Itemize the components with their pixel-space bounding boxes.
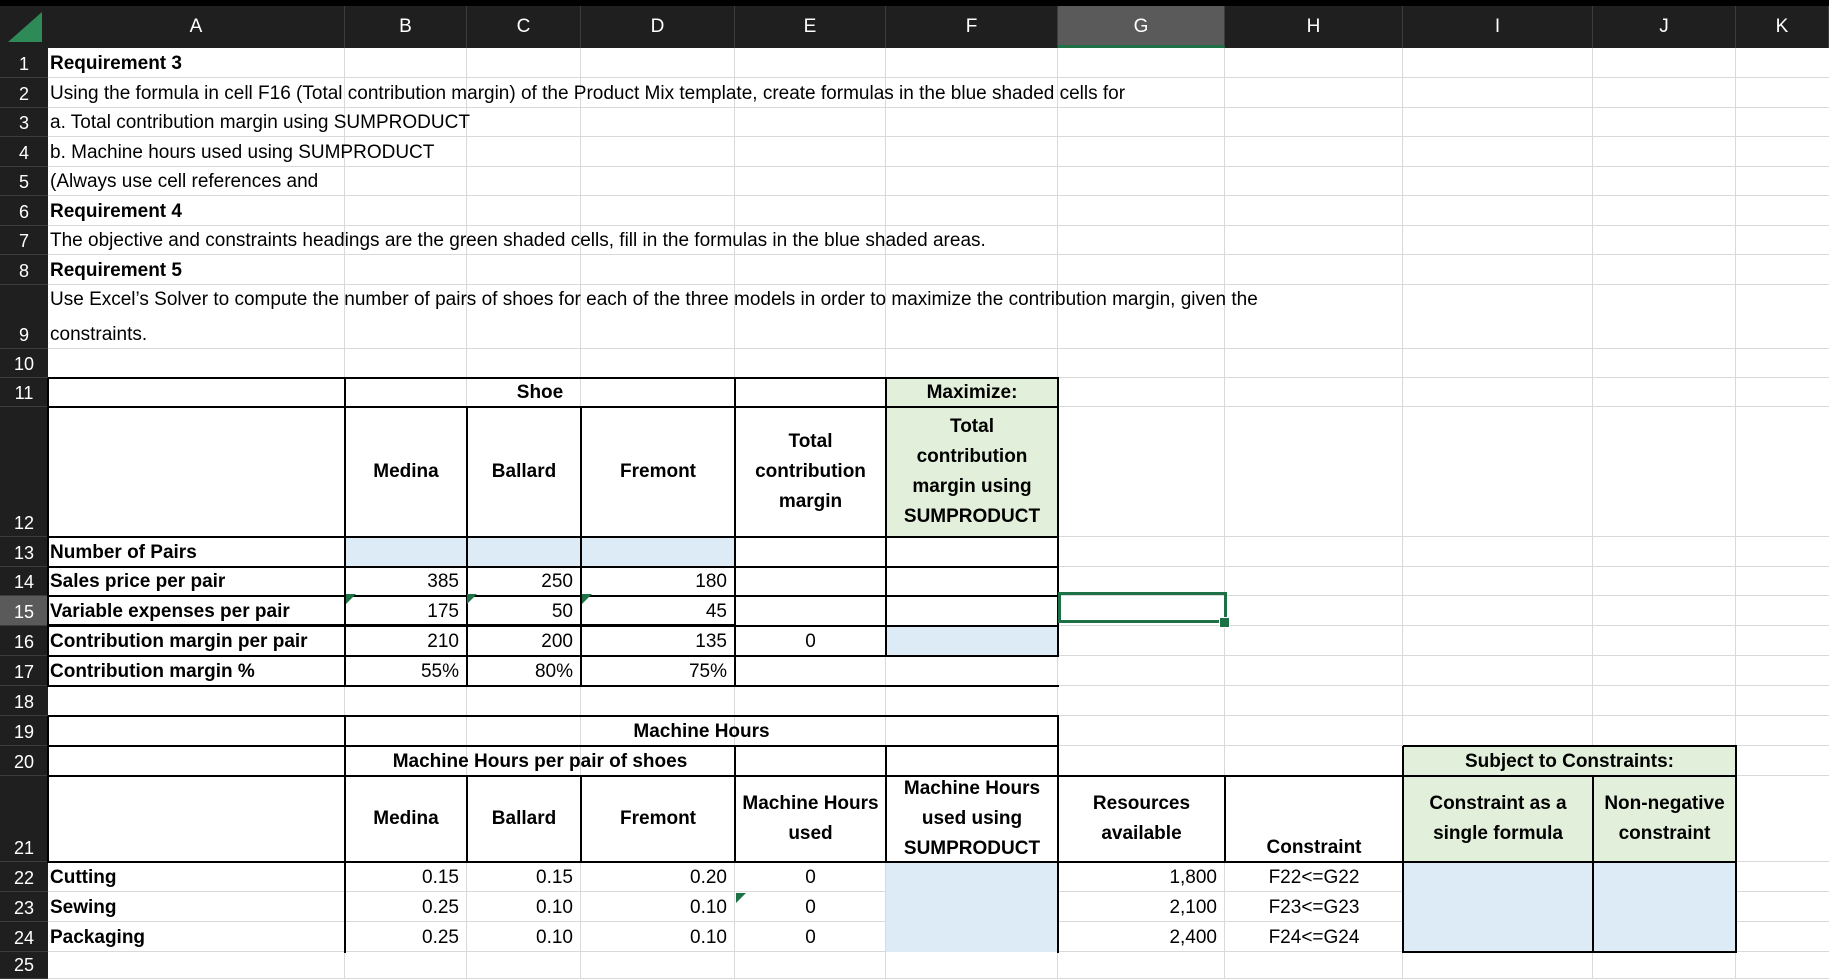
- table-border: [344, 656, 346, 687]
- resources-available-cell[interactable]: 2,100: [1169, 897, 1217, 918]
- number-of-pairs-input[interactable]: [345, 537, 467, 567]
- machine-hours-sumproduct-input[interactable]: [886, 892, 1058, 922]
- resources-available-header: Resources available: [1092, 793, 1191, 844]
- row-header-16[interactable]: 16: [0, 626, 48, 656]
- shoe-model-header: Fremont: [620, 461, 696, 482]
- table-border: [344, 378, 346, 657]
- error-indicator: [736, 893, 746, 903]
- nonneg-input[interactable]: [1593, 862, 1736, 952]
- sales-price-cell[interactable]: 180: [695, 571, 727, 592]
- contribution-margin-cell[interactable]: 210: [427, 631, 459, 652]
- row-header-17[interactable]: 17: [0, 656, 48, 686]
- table-border: [580, 407, 582, 687]
- row-header-8[interactable]: 8: [0, 255, 48, 285]
- error-indicator: [467, 594, 477, 604]
- machine-hours-rate-cell[interactable]: 0.20: [690, 867, 727, 888]
- table-border: [1403, 951, 1737, 953]
- constraint-cell[interactable]: F23<=G23: [1268, 897, 1360, 918]
- row-header-19[interactable]: 19: [0, 716, 48, 746]
- row-header-23[interactable]: 23: [0, 892, 48, 922]
- row-header-24[interactable]: 24: [0, 922, 48, 952]
- machine-hours-title: Machine Hours: [633, 721, 770, 742]
- requirement-5-text: [48, 285, 1736, 349]
- table-border: [48, 685, 1059, 687]
- machine-row-label: Cutting: [50, 867, 117, 888]
- row-header-13[interactable]: 13: [0, 537, 48, 567]
- table-border: [48, 715, 1059, 717]
- machine-model-header: Fremont: [620, 808, 696, 829]
- row-header-7[interactable]: 7: [0, 226, 48, 255]
- column-header-f[interactable]: F: [886, 6, 1058, 48]
- table-border: [48, 745, 1059, 747]
- table-border: [47, 378, 49, 657]
- requirement-3-item-a: a. Total contribution margin using SUMPRODUCT: [50, 112, 470, 133]
- row-header-14[interactable]: 14: [0, 567, 48, 596]
- number-of-pairs-input[interactable]: [581, 537, 735, 567]
- table-border: [48, 775, 1404, 777]
- row-header-20[interactable]: 20: [0, 746, 48, 776]
- column-header-a[interactable]: A: [48, 6, 345, 48]
- machine-hours-rate-cell[interactable]: 0.25: [422, 927, 459, 948]
- table-border: [47, 716, 49, 863]
- table-border: [885, 378, 887, 657]
- table-border: [734, 746, 736, 777]
- column-header-i[interactable]: I: [1403, 6, 1593, 48]
- table-border: [1224, 776, 1226, 863]
- row-header-25[interactable]: 25: [0, 952, 48, 979]
- table-border: [344, 716, 346, 863]
- shoe-row-label: Number of Pairs: [50, 542, 197, 563]
- column-header-j[interactable]: J: [1593, 6, 1736, 48]
- machine-hours-rate-cell[interactable]: 0.15: [422, 867, 459, 888]
- row-header-1[interactable]: 1: [0, 48, 48, 78]
- requirement-3-note: (Always use cell references and: [50, 171, 319, 192]
- machine-hours-used-cell[interactable]: 0: [805, 867, 816, 888]
- constraint-cell[interactable]: F22<=G22: [1268, 867, 1360, 888]
- column-header-b[interactable]: B: [345, 6, 467, 48]
- shoe-group-header: Shoe: [516, 382, 564, 403]
- table-border: [466, 776, 468, 863]
- contribution-margin-cell[interactable]: 200: [541, 631, 573, 652]
- row-header-9[interactable]: 9: [0, 285, 48, 349]
- column-header-k[interactable]: K: [1736, 6, 1829, 48]
- row-header-15[interactable]: 15: [0, 596, 48, 626]
- table-border: [885, 776, 887, 863]
- machine-hours-rate-cell[interactable]: 0.10: [690, 897, 727, 918]
- resources-available-cell[interactable]: 2,400: [1169, 927, 1217, 948]
- requirement-5-line-1: Use Excel’s Solver to compute the number of pairs of shoes for each of the three models in order to maximize the contribution margin, given the: [50, 289, 1258, 310]
- row-header-10[interactable]: 10: [0, 349, 48, 378]
- maximize-label: Maximize:: [926, 382, 1018, 403]
- table-border: [734, 776, 736, 863]
- total-cm-sumproduct-header: Total contribution margin using SUMPRODUCT: [903, 416, 1041, 527]
- number-of-pairs-input[interactable]: [467, 537, 581, 567]
- nonneg-header: Non-negative constraint: [1604, 793, 1725, 844]
- constraint-cell[interactable]: F24<=G24: [1268, 927, 1360, 948]
- row-header-2[interactable]: 2: [0, 78, 48, 108]
- table-border: [48, 566, 1059, 568]
- machine-hours-subtitle: Machine Hours per pair of shoes: [392, 751, 688, 772]
- row-header-5[interactable]: 5: [0, 167, 48, 196]
- requirement-4-heading: Requirement 4: [50, 201, 182, 222]
- total-cm-sumproduct-input[interactable]: [886, 626, 1058, 656]
- resources-available-cell[interactable]: 1,800: [1169, 867, 1217, 888]
- table-border: [580, 776, 582, 863]
- machine-model-header: Ballard: [491, 808, 557, 829]
- machine-row-label: Sewing: [50, 897, 117, 918]
- error-indicator: [346, 594, 356, 604]
- select-all-icon: [4, 10, 44, 44]
- cm-percent-cell[interactable]: 75%: [688, 661, 727, 682]
- shoe-row-label: Variable expenses per pair: [50, 601, 290, 622]
- machine-hours-rate-cell[interactable]: 0.15: [536, 867, 573, 888]
- shoe-row-label: Contribution margin per pair: [50, 631, 308, 652]
- select-all-button[interactable]: [0, 6, 48, 48]
- table-border: [48, 655, 1059, 657]
- shoe-model-header: Medina: [373, 461, 439, 482]
- constraint-header: Constraint: [1266, 837, 1362, 858]
- table-border: [48, 536, 1059, 538]
- table-border: [48, 595, 1059, 597]
- shoe-row-label: Sales price per pair: [50, 571, 226, 592]
- total-cm-cell[interactable]: 0: [805, 631, 816, 652]
- shoe-row-label: Contribution margin %: [50, 661, 255, 682]
- total-cm-header: Total contribution margin: [755, 431, 866, 512]
- table-border: [1403, 775, 1737, 777]
- row-header-12[interactable]: 12: [0, 407, 48, 537]
- row-header-4[interactable]: 4: [0, 137, 48, 167]
- machine-hours-rate-cell[interactable]: 0.10: [536, 927, 573, 948]
- column-header-d[interactable]: D: [581, 6, 735, 48]
- machine-hours-used-cell[interactable]: 0: [805, 897, 816, 918]
- variable-expense-cell[interactable]: 45: [705, 601, 727, 622]
- machine-hours-sumproduct-input[interactable]: [886, 922, 1058, 952]
- variable-expense-cell[interactable]: 175: [427, 601, 459, 622]
- machine-model-header: Medina: [373, 808, 439, 829]
- column-header-g[interactable]: G: [1058, 6, 1225, 48]
- machine-hours-rate-cell[interactable]: 0.10: [536, 897, 573, 918]
- machine-hours-rate-cell[interactable]: 0.10: [690, 927, 727, 948]
- row-header-18[interactable]: 18: [0, 686, 48, 716]
- sales-price-cell[interactable]: 250: [541, 571, 573, 592]
- row-header-22[interactable]: 22: [0, 862, 48, 892]
- requirement-3-item-b: b. Machine hours used using SUMPRODUCT: [50, 142, 435, 163]
- error-indicator: [582, 594, 592, 604]
- active-cell-g15[interactable]: [1058, 592, 1227, 623]
- table-border: [1402, 746, 1404, 953]
- requirement-3-heading: Requirement 3: [50, 53, 182, 74]
- row-header-3[interactable]: 3: [0, 108, 48, 137]
- shoe-model-header: Ballard: [491, 461, 557, 482]
- single-formula-input[interactable]: [1403, 862, 1593, 952]
- machine-hours-sumproduct-header: Machine Hours used using SUMPRODUCT: [903, 778, 1041, 859]
- column-header-e[interactable]: E: [735, 6, 886, 48]
- subject-to-constraints-label: Subject to Constraints:: [1464, 751, 1674, 772]
- table-border: [1057, 862, 1059, 953]
- table-border: [48, 861, 1737, 863]
- cm-percent-cell[interactable]: 55%: [420, 661, 459, 682]
- machine-hours-used-header: Machine Hours used: [742, 793, 879, 844]
- table-border: [47, 656, 49, 687]
- row-header-11[interactable]: 11: [0, 378, 48, 407]
- cm-percent-cell[interactable]: 80%: [534, 661, 573, 682]
- requirement-5-heading: Requirement 5: [50, 260, 182, 281]
- table-border: [48, 624, 736, 627]
- column-header-c[interactable]: C: [467, 6, 581, 48]
- table-border: [48, 377, 1059, 379]
- requirement-3-text: Using the formula in cell F16 (Total contribution margin) of the Product Mix template, create formulas in the blue shaded cells for: [50, 83, 1126, 104]
- machine-hours-used-cell[interactable]: 0: [805, 927, 816, 948]
- table-border: [344, 862, 346, 953]
- contribution-margin-cell[interactable]: 135: [695, 631, 727, 652]
- column-header-h[interactable]: H: [1225, 6, 1403, 48]
- table-border: [48, 406, 1059, 408]
- row-header-6[interactable]: 6: [0, 196, 48, 226]
- requirement-5-line-2: constraints.: [50, 324, 148, 345]
- machine-hours-rate-cell[interactable]: 0.25: [422, 897, 459, 918]
- table-border: [1403, 745, 1737, 747]
- row-header-21[interactable]: 21: [0, 776, 48, 862]
- table-border: [734, 378, 736, 657]
- machine-row-label: Packaging: [50, 927, 146, 948]
- fill-handle[interactable]: [1219, 617, 1230, 628]
- requirement-4-text: The objective and constraints headings are the green shaded cells, fill in the formulas in the blue shaded areas.: [50, 230, 986, 251]
- table-border: [1735, 746, 1737, 953]
- table-border: [1057, 716, 1059, 863]
- sales-price-cell[interactable]: 385: [427, 571, 459, 592]
- table-border: [885, 746, 887, 777]
- table-border: [1592, 776, 1594, 953]
- table-border: [466, 407, 468, 687]
- machine-hours-sumproduct-input[interactable]: [886, 862, 1058, 892]
- table-border: [734, 656, 736, 687]
- variable-expense-cell[interactable]: 50: [551, 601, 573, 622]
- single-formula-header: Constraint as a single formula: [1429, 793, 1567, 844]
